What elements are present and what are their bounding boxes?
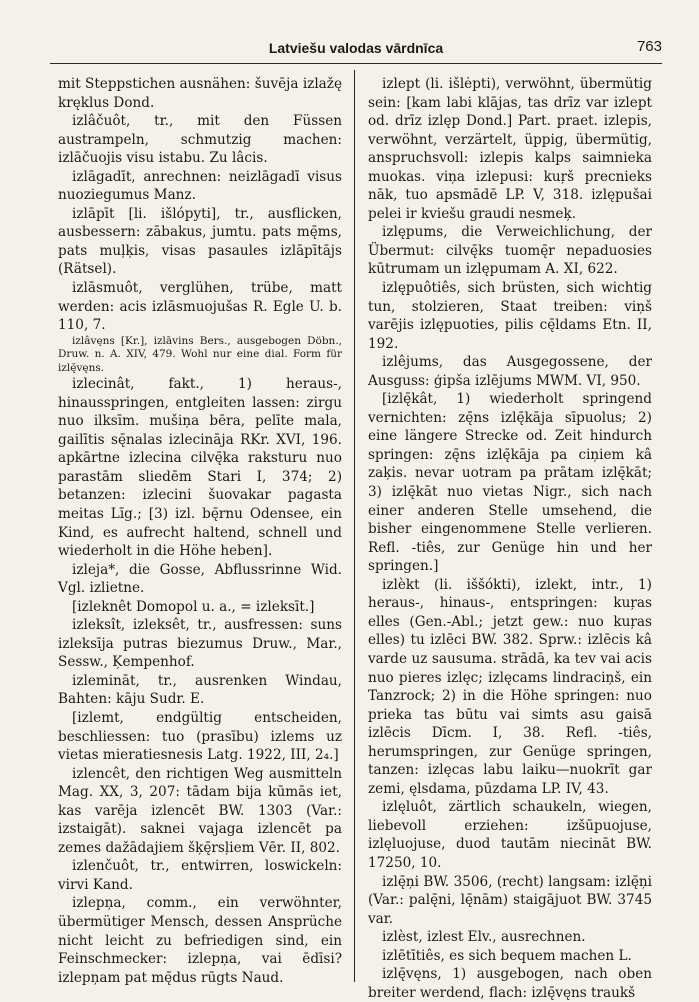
dictionary-entry: izlępums, die Verweichlichung, der Übermut: cilvę̄ks tuomę̄r nepaduosies kūtrumam un izlępumam A. XI, 622.: [368, 224, 652, 278]
dictionary-entry: mit Steppstichen ausnähen: šuvēja izlažę kręklus Dond.: [58, 76, 342, 111]
dictionary-entry: izlâčuôt, tr., mit den Füssen austrampeln, schmutzig machen: izlāčuojis visu istabu. Zu lâcis.: [58, 113, 342, 167]
page-header: [50, 36, 662, 60]
header-rule: [50, 63, 662, 64]
dictionary-entry: izlâvęns [Kr.], izlāvins Bers., ausgebogen Döbn., Druw. n. A. XIV, 479. Wohl nur eine dial. Form für izlę̄vęns.: [58, 334, 342, 374]
dictionary-entry: izlecinât, fakt., 1) heraus-, hinausspringen, entgleiten lassen: zirgu nuo ilksīm. mušiņa bēra, pelīte mala, gailītis sę̄nalas izlecināja RKr. XVI, 196. apkārtne izlecina cilvę̄ka raksturu nuo parastām sliedēm Stari I, 374; 2) betanzen: izlecini šuovakar pagasta meitas Līg.; [3) izl. bę̄rnu Odensee, ein Kind, es aufrecht haltend, schnell und wiederholt in die Höhe heben].: [58, 376, 342, 560]
dictionary-entry: izlèst, izlest Elv., ausrechnen.: [382, 929, 586, 946]
dictionary-entry: izlepņa, comm., ein verwöhnter, übermütiger Mensch, dessen Ansprüche nicht leicht zu befriedigen sind, ein Feinschmecker: izlepņa, vai ēdīsi? izlepņam pat mę̄dus rūgts Naud.: [58, 895, 342, 986]
dictionary-entry: izleja*, die Gosse, Abflussrinne Wid. Vgl. izlietne.: [58, 561, 342, 597]
dictionary-entry: izlêjums, das Ausgegossene, der Ausguss: ģipša izlējums MWM. VI, 950.: [368, 354, 652, 389]
dictionary-entry: izlę̄ņi BW. 3506, (recht) langsam: izlę̄ņi (Var.: palę̄ni, lę̄nām) staigājuot BW. 3745 var.: [368, 873, 652, 927]
dictionary-entry: izlenčuôt, tr., entwirren, loswickeln: virvi Kand.: [58, 858, 342, 893]
dictionary-entry: izlāgadīt, anrechnen: neizlāgadī visus nuoziegumus Manz.: [58, 168, 342, 204]
dictionary-entry: [izlę̄kât, 1) wiederholt springend vernichten: zę̄ns izlę̄kāja sīpuolus; 2) eine längere Strecke od. Zeit hindurch springen: zę̄ns izlę̄kāja pa ciņiem kâ zaķis. nevar uotram pa prātam izlę̄kāt; 3) izlę̄kāt nuo vietas Nigr., sich nach einer anderen Stelle umsehend, die bisher eingenommene Stelle verlieren. Refl. -tiês, zur Genüge hin und her springen.]: [368, 391, 652, 575]
dictionary-entry: izlę̄vęns, 1) ausgebogen, nach oben breiter werdend, flach: izlę̄vęns traukš: [368, 966, 652, 1001]
dictionary-entry: izlęluôt, zärtlich schaukeln, wiegen, liebevoll erziehen: izšūpuojuse, izlęluojuse, duod tautām niecināt BW. 17250, 10.: [368, 799, 652, 871]
dictionary-entry: izlept (li. išlėpti), verwöhnt, übermütig sein: [kam labi klājas, tas drīz var izlept od. drīz izlęp Dond.] Part. praet. izlepis, verwöhnt, verzärtelt, üppig, übermütig, anspruchsvoll: izlepis kalps saimnieka muokas. viņa izlepusi: kuŗš precnieks nāk, tuo apsmādē LP. V, 318. izlępušai pelei ir kviešu graudi nesmeķ.: [368, 76, 652, 222]
dictionary-entry: [izleknêt Domopol u. a., = izleksīt.]: [72, 598, 315, 615]
right-column: [368, 75, 652, 1002]
dictionary-entry: izlāpīt [li. išlópyti], tr., ausflicken, ausbessern: zābakus, jumtu. pats mę̄ms, pats muļķis, visas pasaules izlāpītājs (Rätsel).: [58, 205, 342, 278]
dictionary-entry: izlèkt (li. iššókti), izlekt, intr., 1) heraus-, hinaus-, entspringen: kuŗas elles (Gen.-Abl.; jetzt gew.: nuo kuŗas elles) tu izlēci BW. 382. Sprw.: izlēcis kâ varde uz sausuma. strādā, ka tev vai acis nuo pieres izlęc; izlęcams lindraciņš, ein Tanzrock; 2) in die Höhe springen: nuo prieka tas būtu vai simts asu gaisā izlēcis Dīcm. I, 38. Refl. -tiês, herumspringen, zur Genüge springen, tanzen: izlęcas labu laiku—nuokrīt gar zemi, ęlsdama, pūzdama LP. IV, 43.: [368, 576, 652, 797]
page-number: 763: [636, 38, 662, 55]
dictionary-entry: izlępuôtiês, sich brüsten, sich wichtig tun, stolzieren, Staat treiben: viņš varējis izlępuoties, pilis cę̄ldams Etn. II, 192.: [368, 280, 652, 352]
left-column: [58, 75, 342, 987]
dictionary-entry: [izlemt, endgültig entscheiden, beschliessen: tuo (prasību) izlems uz vietas mieratiesnesis Latg. 1922, III, 2₄.]: [58, 710, 342, 764]
column-divider: [354, 70, 355, 982]
dictionary-entry: izlētītiês, es sich bequem machen L.: [382, 947, 632, 964]
dictionary-entry: izlemināt, tr., ausrenken Windau, Bahten: kāju Sudr. E.: [58, 672, 342, 708]
dictionary-entry: izleksît, izleksêt, tr., ausfressen: suns izleksīja putras biezumus Druw., Mar., Sessw., Ķempenhof.: [58, 617, 342, 671]
dictionary-entry: izlāsmuôt, verglühen, trübe, matt werden: acis izlāsmuojušas R. Egle U. b. 110, 7.: [58, 280, 342, 334]
dictionary-entry: izlencêt, den richtigen Weg ausmitteln Mag. XX, 3, 207: tādam bija kūmās iet, kas varēja izlencēt BW. 1303 (Var.: izstaigāt). saknei vajaga izlencēt pa zemes dažādajiem šķę̄rsļiem Vēr. II, 802.: [58, 765, 342, 856]
running-title: Latviešu valodas vārdnīca: [268, 40, 444, 56]
